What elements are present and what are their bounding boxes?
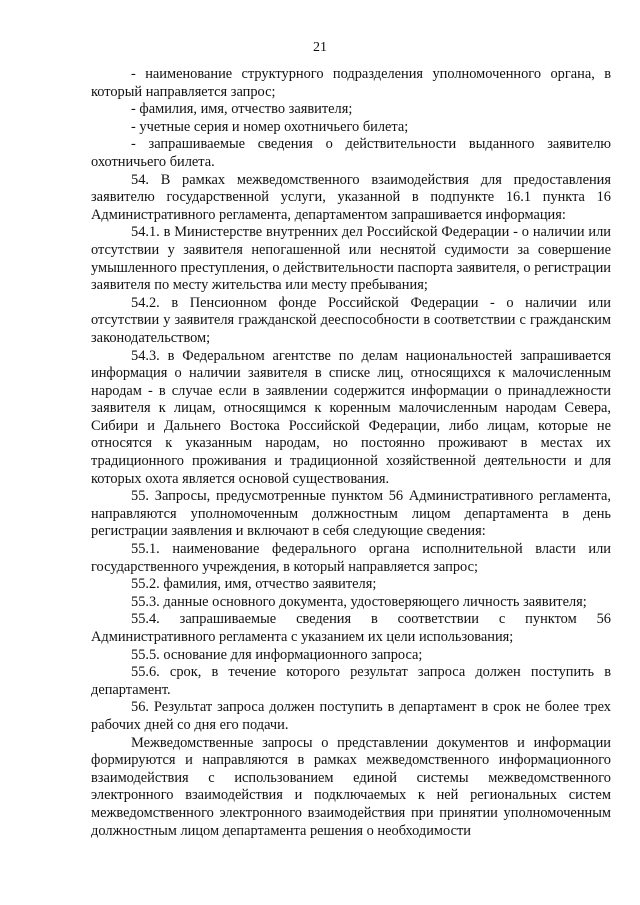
paragraph-bullet-full-name: - фамилия, имя, отчество заявителя; (131, 101, 353, 118)
paragraph-54-3: 54.3. в Федеральном агентстве по делам национальностей запрашивается информация о наличии заявителя в списке лиц, относящихся к малочисленным народам - в случае если в заявлении содержится информации о принадлежности заявителя к лицам, относящимся к коренным малочисленным народам Севера, Сибири и Дальнего Востока Российской Федерации, либо лицам, которые не относятся к указанным народам, но постоянно проживают в местах их традиционного проживания и традиционной хозяйственной деятельности и для которых охота является основой существования. (91, 347, 611, 487)
paragraph-55-3: 55.3. данные основного документа, удостоверяющего личность заявителя; (131, 593, 587, 610)
paragraph-55-6: 55.6. срок, в течение которого результат запроса должен поступить в департамент. (91, 664, 611, 698)
paragraph-54-1: 54.1. в Министерстве внутренних дел Российской Федерации - о наличии или отсутствии у заявителя непогашенной или неснятой судимости за совершение умышленного преступления, о действительности паспорта заявителя, о регистрации заявителя по месту жительства или месту пребывания; (91, 224, 611, 294)
paragraph-54: 54. В рамках межведомственного взаимодействия для предоставления заявителю государственной услуги, указанной в подпункте 16.1 пункта 16 Административного регламента, департаментом запрашивается информация: (91, 171, 611, 223)
paragraph-interagency-requests: Межведомственные запросы о представлении документов и информации формируются и направляются в рамках межведомственного информационного взаимодействия с использованием единой системы межведомственного электронного взаимодействия и подключаемых к ней региональных систем межведомственного электронного взаимодействия при принятии уполномоченным должностным лицом департамента решения о необходимости (91, 734, 611, 839)
page-number: 21 (313, 40, 327, 55)
paragraph-bullet-ticket-validity: - запрашиваемые сведения о действительности выданного заявителю охотничьего билета. (91, 136, 611, 170)
paragraph-55-1: 55.1. наименование федерального органа исполнительной власти или государственного учреждения, в который направляется запрос; (91, 541, 611, 575)
paragraph-55-5: 55.5. основание для информационного запроса; (131, 646, 423, 663)
paragraph-56: 56. Результат запроса должен поступить в департамент в срок не более трех рабочих дней со дня его подачи. (91, 699, 611, 733)
paragraph-55-2: 55.2. фамилия, имя, отчество заявителя; (131, 576, 377, 593)
document-body (91, 66, 611, 840)
paragraph-55-4: 55.4. запрашиваемые сведения в соответствии с пунктом 56 Административного регламента с указанием их цели использования; (91, 611, 611, 645)
paragraph-bullet-structural-unit: - наименование структурного подразделения уполномоченного органа, в который направляется запрос; (91, 66, 611, 100)
paragraph-bullet-hunting-ticket-number: - учетные серия и номер охотничьего билета; (131, 118, 409, 135)
paragraph-55: 55. Запросы, предусмотренные пунктом 56 Административного регламента, направляются уполномоченным должностным лицом департамента в день регистрации заявления и включают в себя следующие сведения: (91, 488, 611, 540)
paragraph-54-2: 54.2. в Пенсионном фонде Российской Федерации - о наличии или отсутствии у заявителя гражданской дееспособности в соответствии с гражданским законодательством; (91, 294, 611, 346)
